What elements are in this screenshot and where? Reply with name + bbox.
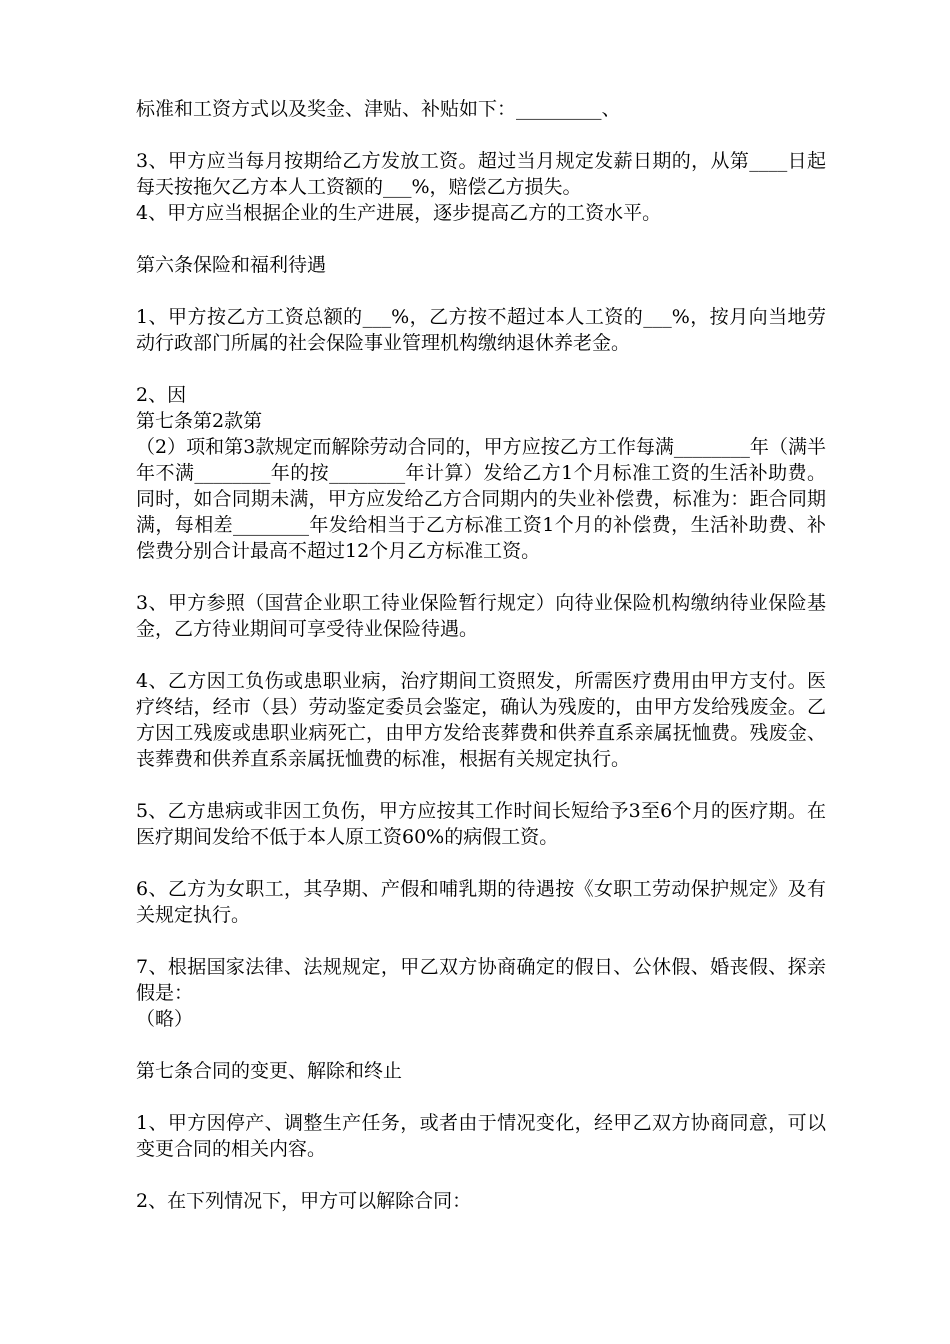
paragraph: （2）项和第3款规定而解除劳动合同的，甲方应按乙方工作每满________年（满半年不满________年的按________年计算）发给乙方1个月标准工资的生活补助费。同时，如合同期未满，甲方应发给乙方合同期内的失业补偿费，标准为：距合同期满，每相差________年发给相当于乙方标准工资1个月的补偿费，生活补助费、补偿费分别合计最高不超过12个月乙方标准工资。 bbox=[136, 436, 826, 562]
paragraph: 7、根据国家法律、法规规定，甲乙双方协商确定的假日、公休假、婚丧假、探亲假是： bbox=[136, 956, 826, 1004]
paragraph: 第七条第2款第 bbox=[136, 410, 263, 432]
paragraph: 5、乙方患病或非因工负伤，甲方应按其工作时间长短给予3至6个月的医疗期。在医疗期间发给不低于本人原工资60%的病假工资。 bbox=[136, 800, 826, 848]
paragraph: 2、在下列情况下，甲方可以解除合同： bbox=[136, 1190, 472, 1212]
paragraph: （略） bbox=[136, 1008, 194, 1030]
paragraph: 1、甲方按乙方工资总额的___%，乙方按不超过本人工资的___%，按月向当地劳动行政部门所属的社会保险事业管理机构缴纳退休养老金。 bbox=[136, 306, 826, 354]
paragraph: 6、乙方为女职工，其孕期、产假和哺乳期的待遇按《女职工劳动保护规定》及有关规定执行。 bbox=[136, 878, 826, 926]
paragraph: 标准和工资方式以及奖金、津贴、补贴如下：_________、 bbox=[136, 98, 621, 120]
paragraph: 2、因 bbox=[136, 384, 187, 406]
section-heading: 第六条保险和福利待遇 bbox=[136, 254, 327, 276]
paragraph: 4、甲方应当根据企业的生产进展，逐步提高乙方的工资水平。 bbox=[136, 202, 662, 224]
paragraph: 3、甲方参照（国营企业职工待业保险暂行规定）向待业保险机构缴纳待业保险基金，乙方待业期间可享受待业保险待遇。 bbox=[136, 592, 826, 640]
section-heading: 第七条合同的变更、解除和终止 bbox=[136, 1060, 403, 1082]
paragraph: 4、乙方因工负伤或患职业病，治疗期间工资照发，所需医疗费用由甲方支付。医疗终结，经市（县）劳动鉴定委员会鉴定，确认为残废的，由甲方发给残废金。乙方因工残废或患职业病死亡，由甲方发给丧葬费和供养直系亲属抚恤费。残废金、丧葬费和供养直系亲属抚恤费的标准，根据有关规定执行。 bbox=[136, 670, 826, 770]
paragraph: 3、甲方应当每月按期给乙方发放工资。超过当月规定发薪日期的，从第____日起每天按拖欠乙方本人工资额的___%，赔偿乙方损失。 bbox=[136, 150, 826, 198]
paragraph: 1、甲方因停产、调整生产任务，或者由于情况变化，经甲乙双方协商同意，可以变更合同的相关内容。 bbox=[136, 1112, 826, 1160]
document-page bbox=[136, 96, 826, 1214]
